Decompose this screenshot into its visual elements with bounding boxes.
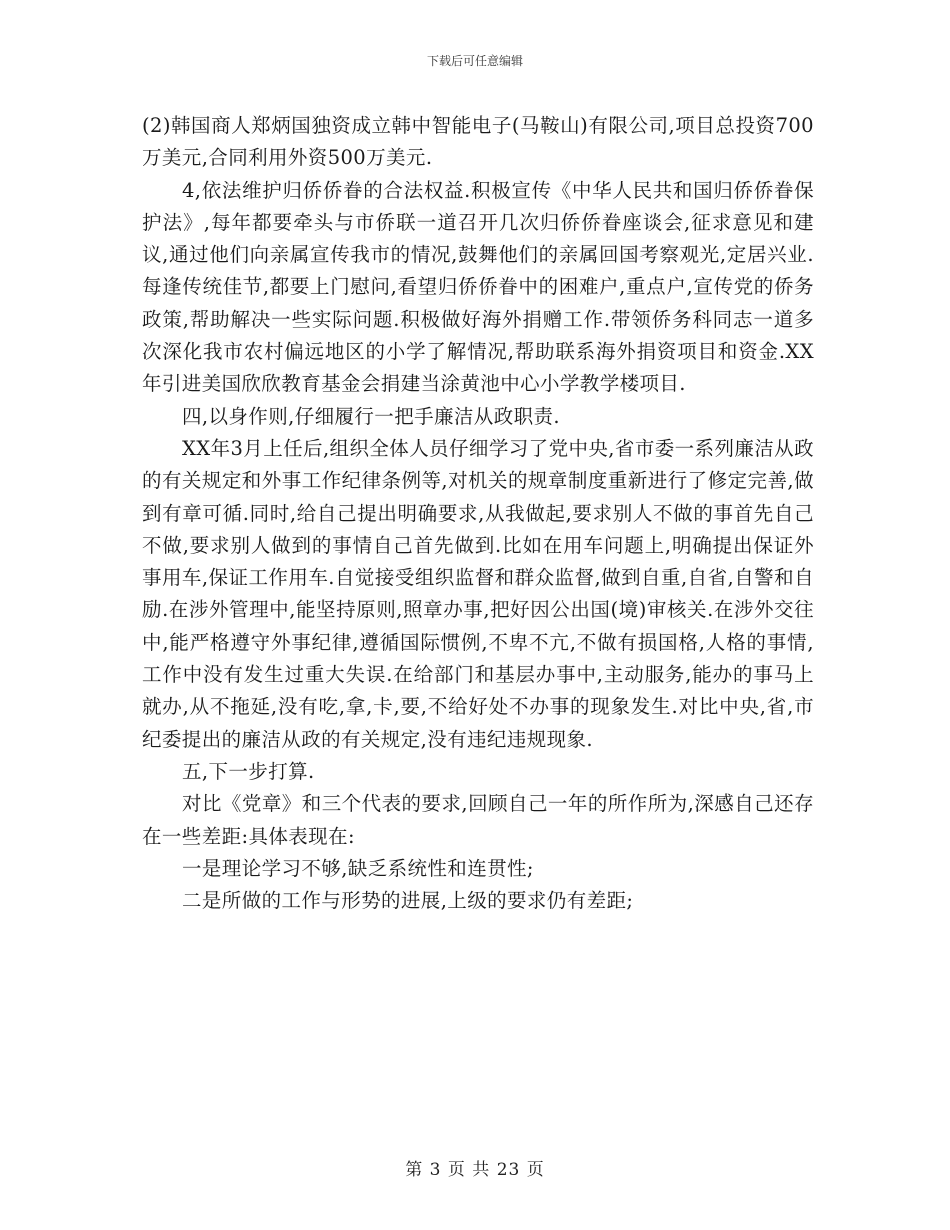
section-heading-4: 四,以身作则,仔细履行一把手廉洁从政职责.: [182, 404, 560, 428]
list-item-1: 一是理论学习不够,缺乏系统性和连贯性;: [182, 856, 534, 880]
page-footer: 第 3 页 共 23 页: [405, 1160, 545, 1180]
section-heading-5: 五,下一步打算.: [182, 759, 315, 783]
document-body: [142, 110, 814, 917]
paragraph-3: XX年3月上任后,组织全体人员仔细学习了党中央,省市委一系列廉洁从政的有关规定和外事工作纪律条例等,对机关的规章制度重新进行了修定完善,做到有章可循.同时,给自己提出明确要求,从我做起,要求别人不做的事首先自己不做,要求别人做到的事情自己首先做到.比如在用车问题上,明确提出保证外事用车,保证工作用车.自觉接受组织监督和群众监督,做到自重,自省,自警和自励.在涉外管理中,能坚持原则,照章办事,把好因公出国(境)审核关.在涉外交往中,能严格遵守外事纪律,遵循国际惯例,不卑不亢,不做有损国格,人格的事情,工作中没有发生过重大失误.在给部门和基层办事中,主动服务,能办的事马上就办,从不拖延,没有吃,拿,卡,要,不给好处不办事的现象发生.对比中央,省,市纪委提出的廉洁从政的有关规定,没有违纪违规现象.: [142, 436, 814, 751]
page-header: 下载后可任意编辑: [426, 54, 523, 68]
list-item-2: 二是所做的工作与形势的进展,上级的要求仍有差距;: [182, 889, 634, 913]
paragraph-1: (2)韩国商人郑炳国独资成立韩中智能电子(马鞍山)有限公司,项目总投资700万美元,合同利用外资500万美元.: [142, 114, 814, 170]
paragraph-4: 对比《党章》和三个代表的要求,回顾自己一年的所作所为,深感自己还存在一些差距:具体表现在:: [142, 792, 814, 848]
paragraph-2: 4,依法维护归侨侨眷的合法权益.积极宣传《中华人民共和国归侨侨眷保护法》,每年都要牵头与市侨联一道召开几次归侨侨眷座谈会,征求意见和建议,通过他们向亲属宣传我市的情况,鼓舞他们的亲属回国考察观光,定居兴业.每逢传统佳节,都要上门慰问,看望归侨侨眷中的困难户,重点户,宣传党的侨务政策,帮助解决一些实际问题.积极做好海外捐赠工作.带领侨务科同志一道多次深化我市农村偏远地区的小学了解情况,帮助联系海外捐资项目和资金.XX年引进美国欣欣教育基金会捐建当涂黄池中心小学教学楼项目.: [142, 178, 814, 396]
